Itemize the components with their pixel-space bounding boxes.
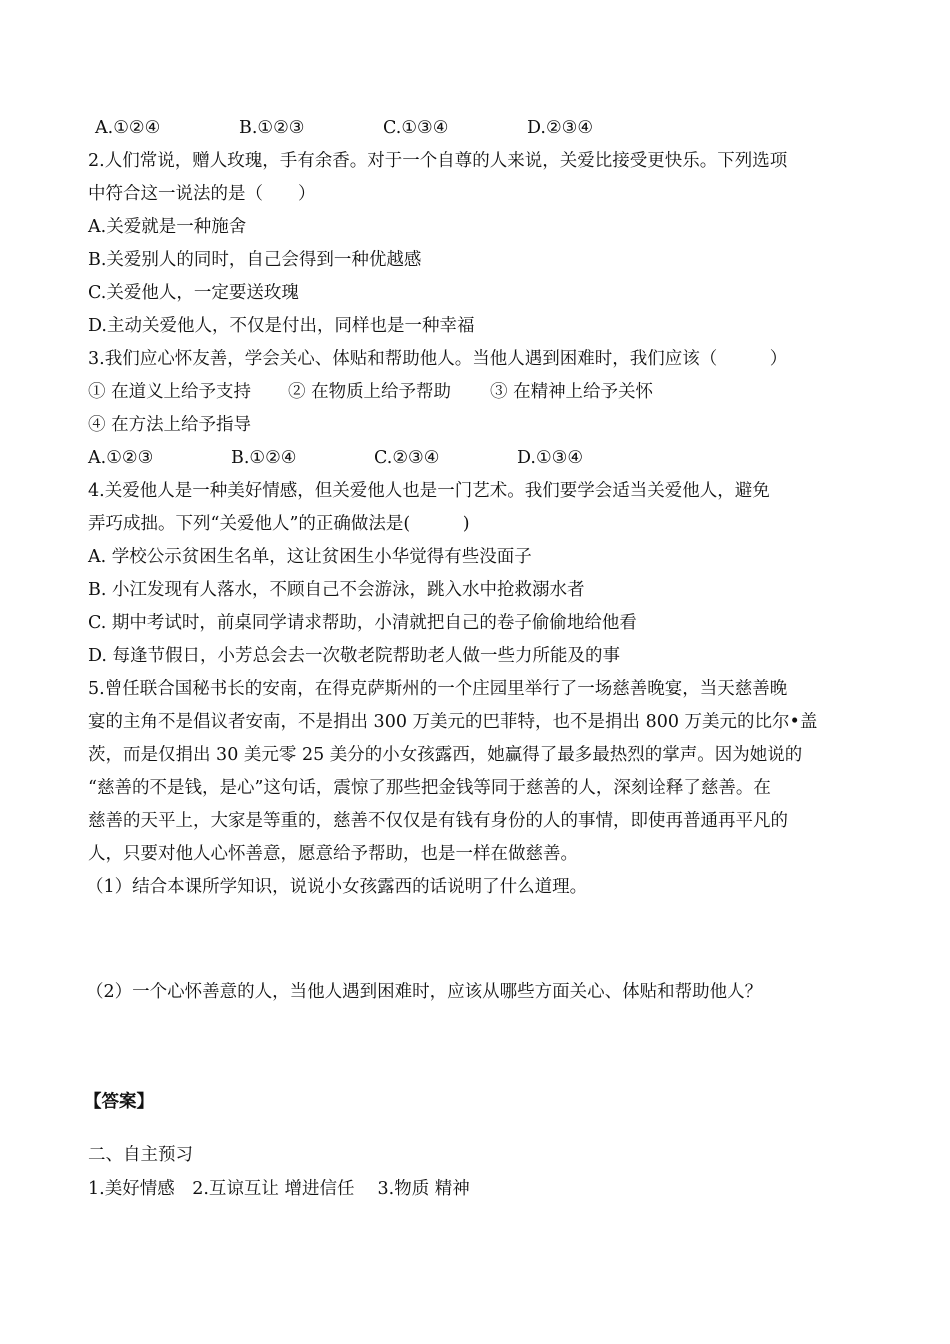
q5-line-2: 宴的主角不是倡议者安南，不是捐出 300 万美元的巴菲特，也不是捐出 800 万美元的比尔•盖 <box>88 712 818 732</box>
answers-section-title: 二、自主预习 <box>88 1145 193 1165</box>
q3-stem: 3.我们应心怀友善，学会关心、体贴和帮助他人。当他人遇到困难时，我们应该（ ） <box>88 349 788 369</box>
q1-option-d: D.②③④ <box>527 118 594 138</box>
q5-line-3: 茨，而是仅捐出 30 美元零 25 美分的小女孩露西，她赢得了最多最热烈的掌声。因为她说的 <box>88 745 803 765</box>
q1-option-c: C.①③④ <box>383 118 449 138</box>
q5-line-6: 人，只要对他人心怀善意，愿意给予帮助，也是一样在做慈善。 <box>88 844 578 864</box>
q1-options <box>95 116 593 140</box>
q3-option-c: C.②③④ <box>374 448 440 468</box>
q5-sub-question-2: （2）一个心怀善意的人，当他人遇到困难时，应该从哪些方面关心、体贴和帮助他人？ <box>86 982 763 1002</box>
answers-line-1: 1.美好情感 2.互谅互让 增进信任 3.物质 精神 <box>88 1179 470 1199</box>
q3-item-2: ② 在物质上给予帮助 <box>288 382 452 402</box>
q3-item-1: ① 在道义上给予支持 <box>88 382 252 402</box>
q3-items <box>88 380 653 404</box>
q5-line-5: 慈善的天平上，大家是等重的，慈善不仅仅是有钱有身份的人的事情，即使再普通再平凡的 <box>88 811 788 831</box>
q4-option-d: D. 每逢节假日，小芳总会去一次敬老院帮助老人做一些力所能及的事 <box>88 646 621 666</box>
q2-option-a: A.关爱就是一种施舍 <box>88 217 247 237</box>
q3-item-3: ③ 在精神上给予关怀 <box>490 382 654 402</box>
q4-option-c: C. 期中考试时，前桌同学请求帮助，小清就把自己的卷子偷偷地给他看 <box>88 613 637 633</box>
q5-sub-question-1: （1）结合本课所学知识，说说小女孩露西的话说明了什么道理。 <box>86 877 588 897</box>
q4-stem-line2: 弄巧成拙。下列“关爱他人”的正确做法是( ) <box>88 514 470 534</box>
q2-option-d: D.主动关爱他人，不仅是付出，同样也是一种幸福 <box>88 316 475 336</box>
q2-stem-line1: 2.人们常说，赠人玫瑰，手有余香。对于一个自尊的人来说，关爱比接受更快乐。下列选项 <box>88 151 788 171</box>
q2-option-c: C.关爱他人，一定要送玫瑰 <box>88 283 299 303</box>
q1-option-b: B.①②③ <box>239 118 305 138</box>
q4-option-a: A. 学校公示贫困生名单，这让贫困生小华觉得有些没面子 <box>88 547 532 567</box>
q4-stem-line1: 4.关爱他人是一种美好情感，但关爱他人也是一门艺术。我们要学会适当关爱他人，避免 <box>88 481 770 501</box>
answers-heading: 【答案】 <box>84 1092 154 1112</box>
q3-option-d: D.①③④ <box>517 448 584 468</box>
q3-option-b: B.①②④ <box>231 448 297 468</box>
q5-line-4: “慈善的不是钱，是心”这句话，震惊了那些把金钱等同于慈善的人，深刻诠释了慈善。在 <box>88 778 771 798</box>
q3-option-a: A.①②③ <box>88 448 154 468</box>
q1-option-a: A.①②④ <box>95 118 161 138</box>
q3-options <box>88 446 583 470</box>
q3-item-4: ④ 在方法上给予指导 <box>88 415 252 435</box>
q2-option-b: B.关爱别人的同时，自己会得到一种优越感 <box>88 250 422 270</box>
q2-stem-line2: 中符合这一说法的是（ ） <box>88 184 316 204</box>
q5-line-1: 5.曾任联合国秘书长的安南，在得克萨斯州的一个庄园里举行了一场慈善晚宴，当天慈善晚 <box>88 679 788 699</box>
q4-option-b: B. 小江发现有人落水，不顾自己不会游泳，跳入水中抢救溺水者 <box>88 580 585 600</box>
